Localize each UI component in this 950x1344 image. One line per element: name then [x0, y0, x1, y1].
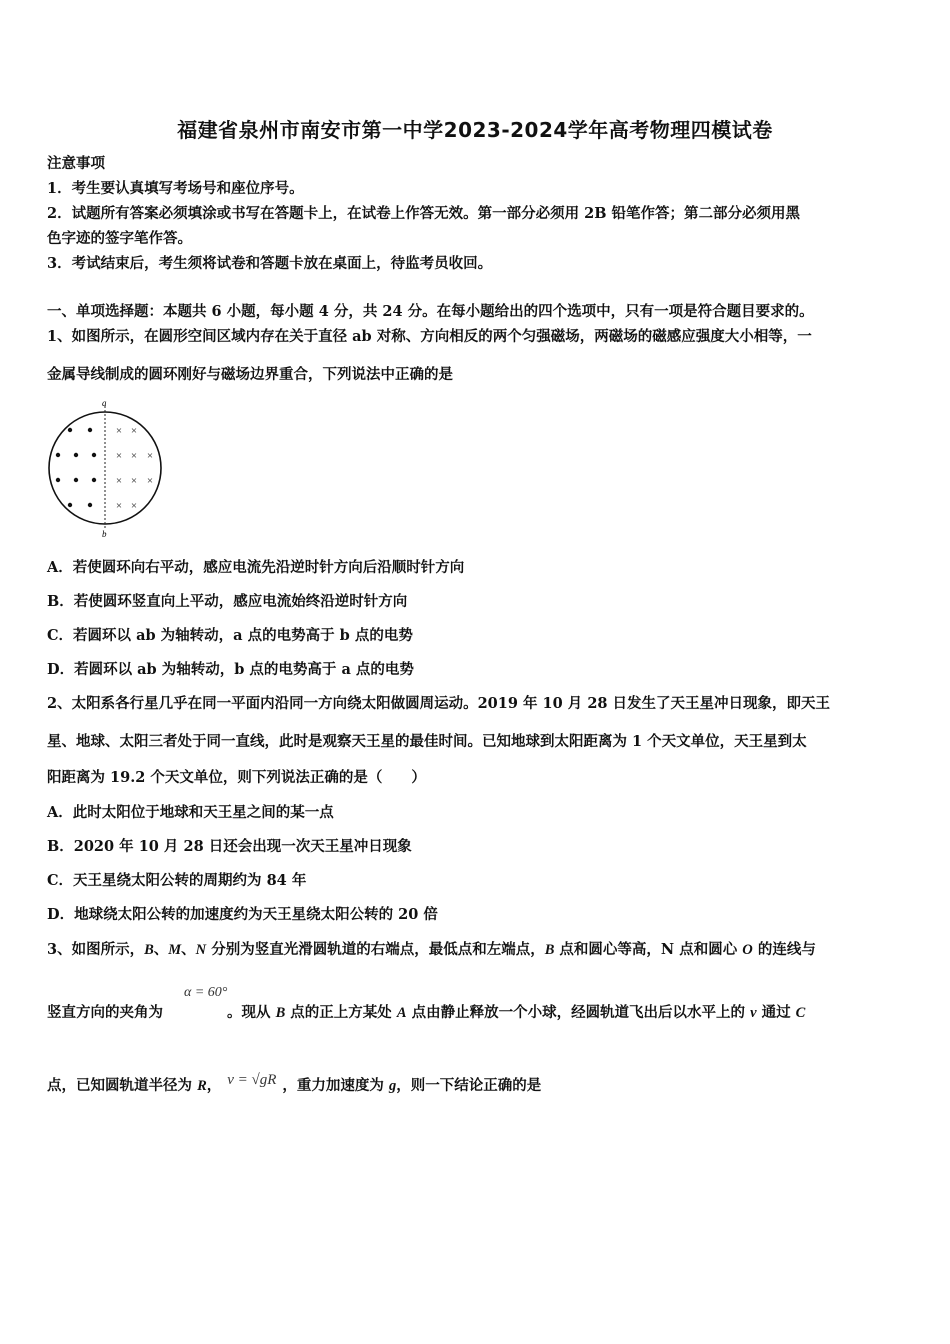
q2-option-d: D．地球绕太阳公转的加速度约为天王星绕太阳公转的 20 倍	[47, 906, 438, 923]
field-dot	[74, 453, 78, 457]
var-O: O	[742, 942, 753, 958]
var-R: R	[197, 1078, 207, 1094]
q2-stem-line3: 阳距离为 19.2 个天文单位，则下列说法正确的是（ ）	[47, 769, 426, 786]
notice-item-3: 3．考试结束后，考生须将试卷和答题卡放在桌面上，待监考员收回。	[47, 255, 493, 272]
q3-text: 3、如图所示，	[47, 941, 145, 958]
q3-text: 点的正上方某处	[285, 1004, 397, 1021]
var-B: B	[144, 942, 154, 958]
field-dot	[56, 453, 60, 457]
field-dot	[68, 428, 72, 432]
q3-text: 的连线与	[752, 941, 816, 958]
field-dot	[68, 503, 72, 507]
q1-stem-line2: 金属导线制成的圆环刚好与磁场边界重合，下列说法中正确的是	[47, 366, 453, 383]
field-cross: ×	[130, 450, 138, 462]
var-B: B	[544, 942, 555, 958]
field-in-region	[116, 425, 153, 512]
q2-stem-line1: 2、太阳系各行星几乎在同一平面内沿同一方向绕太阳做圆周运动。2019 年 10 月 28 日发生了天王星冲日现象，即天王	[47, 695, 831, 712]
label-a: a	[102, 398, 107, 408]
q3-stem-line1	[47, 938, 816, 959]
field-cross: ×	[130, 500, 138, 512]
notice-heading: 注意事项	[47, 155, 105, 172]
q3-text: 点，已知圆轨道半径为	[47, 1077, 198, 1094]
q3-text: ，则一下结论正确的是	[396, 1077, 542, 1094]
field-dot	[92, 478, 96, 482]
field-out-region	[56, 428, 96, 507]
field-cross: ×	[115, 425, 123, 437]
q3-text: 通过	[756, 1004, 796, 1021]
q3-text: 。现从	[227, 1004, 276, 1021]
q3-text: 竖直方向的夹角为	[47, 1004, 163, 1021]
q1-option-d: D．若圆环以 ab 为轴转动，b 点的电势高于 a 点的电势	[47, 661, 414, 678]
var-M: M	[168, 942, 182, 958]
q3-stem-line2	[47, 1001, 805, 1022]
field-dot	[56, 478, 60, 482]
q2-option-a: A．此时太阳位于地球和天王星之间的某一点	[47, 804, 334, 821]
q1-figure	[44, 398, 166, 538]
speed-formula: v = √gR	[227, 1072, 277, 1088]
field-cross: ×	[115, 500, 123, 512]
field-dot	[88, 428, 92, 432]
field-cross: ×	[115, 450, 123, 462]
q2-stem-line2: 星、地球、太阳三者处于同一直线，此时是观察天王星的最佳时间。已知地球到太阳距离为 1 个天文单位，天王星到太	[47, 733, 807, 750]
q2-option-b: B．2020 年 10 月 28 日还会出现一次天王星冲日现象	[47, 838, 412, 855]
q3-text: 点由静止释放一个小球，经圆轨道飞出后以水平上的	[406, 1004, 751, 1021]
notice-item-2: 2．试题所有答案必须填涂或书写在答题卡上，在试卷上作答无效。第一部分必须用 2B 铅笔作答；第二部分必须用黑	[47, 205, 801, 222]
field-dot	[92, 453, 96, 457]
notice-item-1: 1．考生要认真填写考场号和座位序号。	[47, 180, 304, 197]
field-dot	[88, 503, 92, 507]
q3-text: ，	[206, 1077, 222, 1094]
q3-text: 分别为竖直光滑圆轨道的右端点，最低点和左端点，	[206, 941, 545, 958]
alpha-formula: α = 60°	[184, 985, 228, 1000]
field-dot	[74, 478, 78, 482]
var-A: A	[396, 1005, 407, 1021]
q3-text: 点和圆心等高，N 点和圆心	[554, 941, 743, 958]
field-cross: ×	[115, 475, 123, 487]
var-g: g	[388, 1078, 397, 1094]
var-N: N	[195, 942, 207, 958]
notice-item-2-cont: 色字迹的签字笔作答。	[47, 230, 192, 247]
q1-option-c: C．若圆环以 ab 为轴转动，a 点的电势高于 b 点的电势	[47, 627, 413, 644]
q3-text: 、	[181, 941, 196, 958]
var-B: B	[275, 1005, 286, 1021]
field-cross: ×	[130, 425, 138, 437]
q3-text: ，重力加速度为	[282, 1077, 389, 1094]
var-C: C	[795, 1005, 806, 1021]
field-cross: ×	[146, 475, 154, 487]
field-cross: ×	[130, 475, 138, 487]
q1-option-b: B．若使圆环竖直向上平动，感应电流始终沿逆时针方向	[47, 593, 408, 610]
q1-stem-line1: 1、如图所示，在圆形空间区域内存在关于直径 ab 对称、方向相反的两个匀强磁场，两磁场的磁感应强度大小相等，一	[47, 328, 812, 345]
q2-option-c: C．天王星绕太阳公转的周期约为 84 年	[47, 872, 307, 889]
q1-option-a: A．若使圆环向右平动，感应电流先沿逆时针方向后沿顺时针方向	[47, 559, 465, 576]
label-b: b	[102, 529, 107, 538]
page-title: 福建省泉州市南安市第一中学2023-2024学年高考物理四模试卷	[177, 118, 773, 142]
q3-stem-line3	[47, 1074, 541, 1095]
q3-text: 、	[153, 941, 169, 958]
section-heading: 一、单项选择题：本题共 6 小题，每小题 4 分，共 24 分。在每小题给出的四个选项中，只有一项是符合题目要求的。	[47, 303, 814, 320]
field-cross: ×	[146, 450, 154, 462]
var-v: v	[750, 1005, 757, 1021]
